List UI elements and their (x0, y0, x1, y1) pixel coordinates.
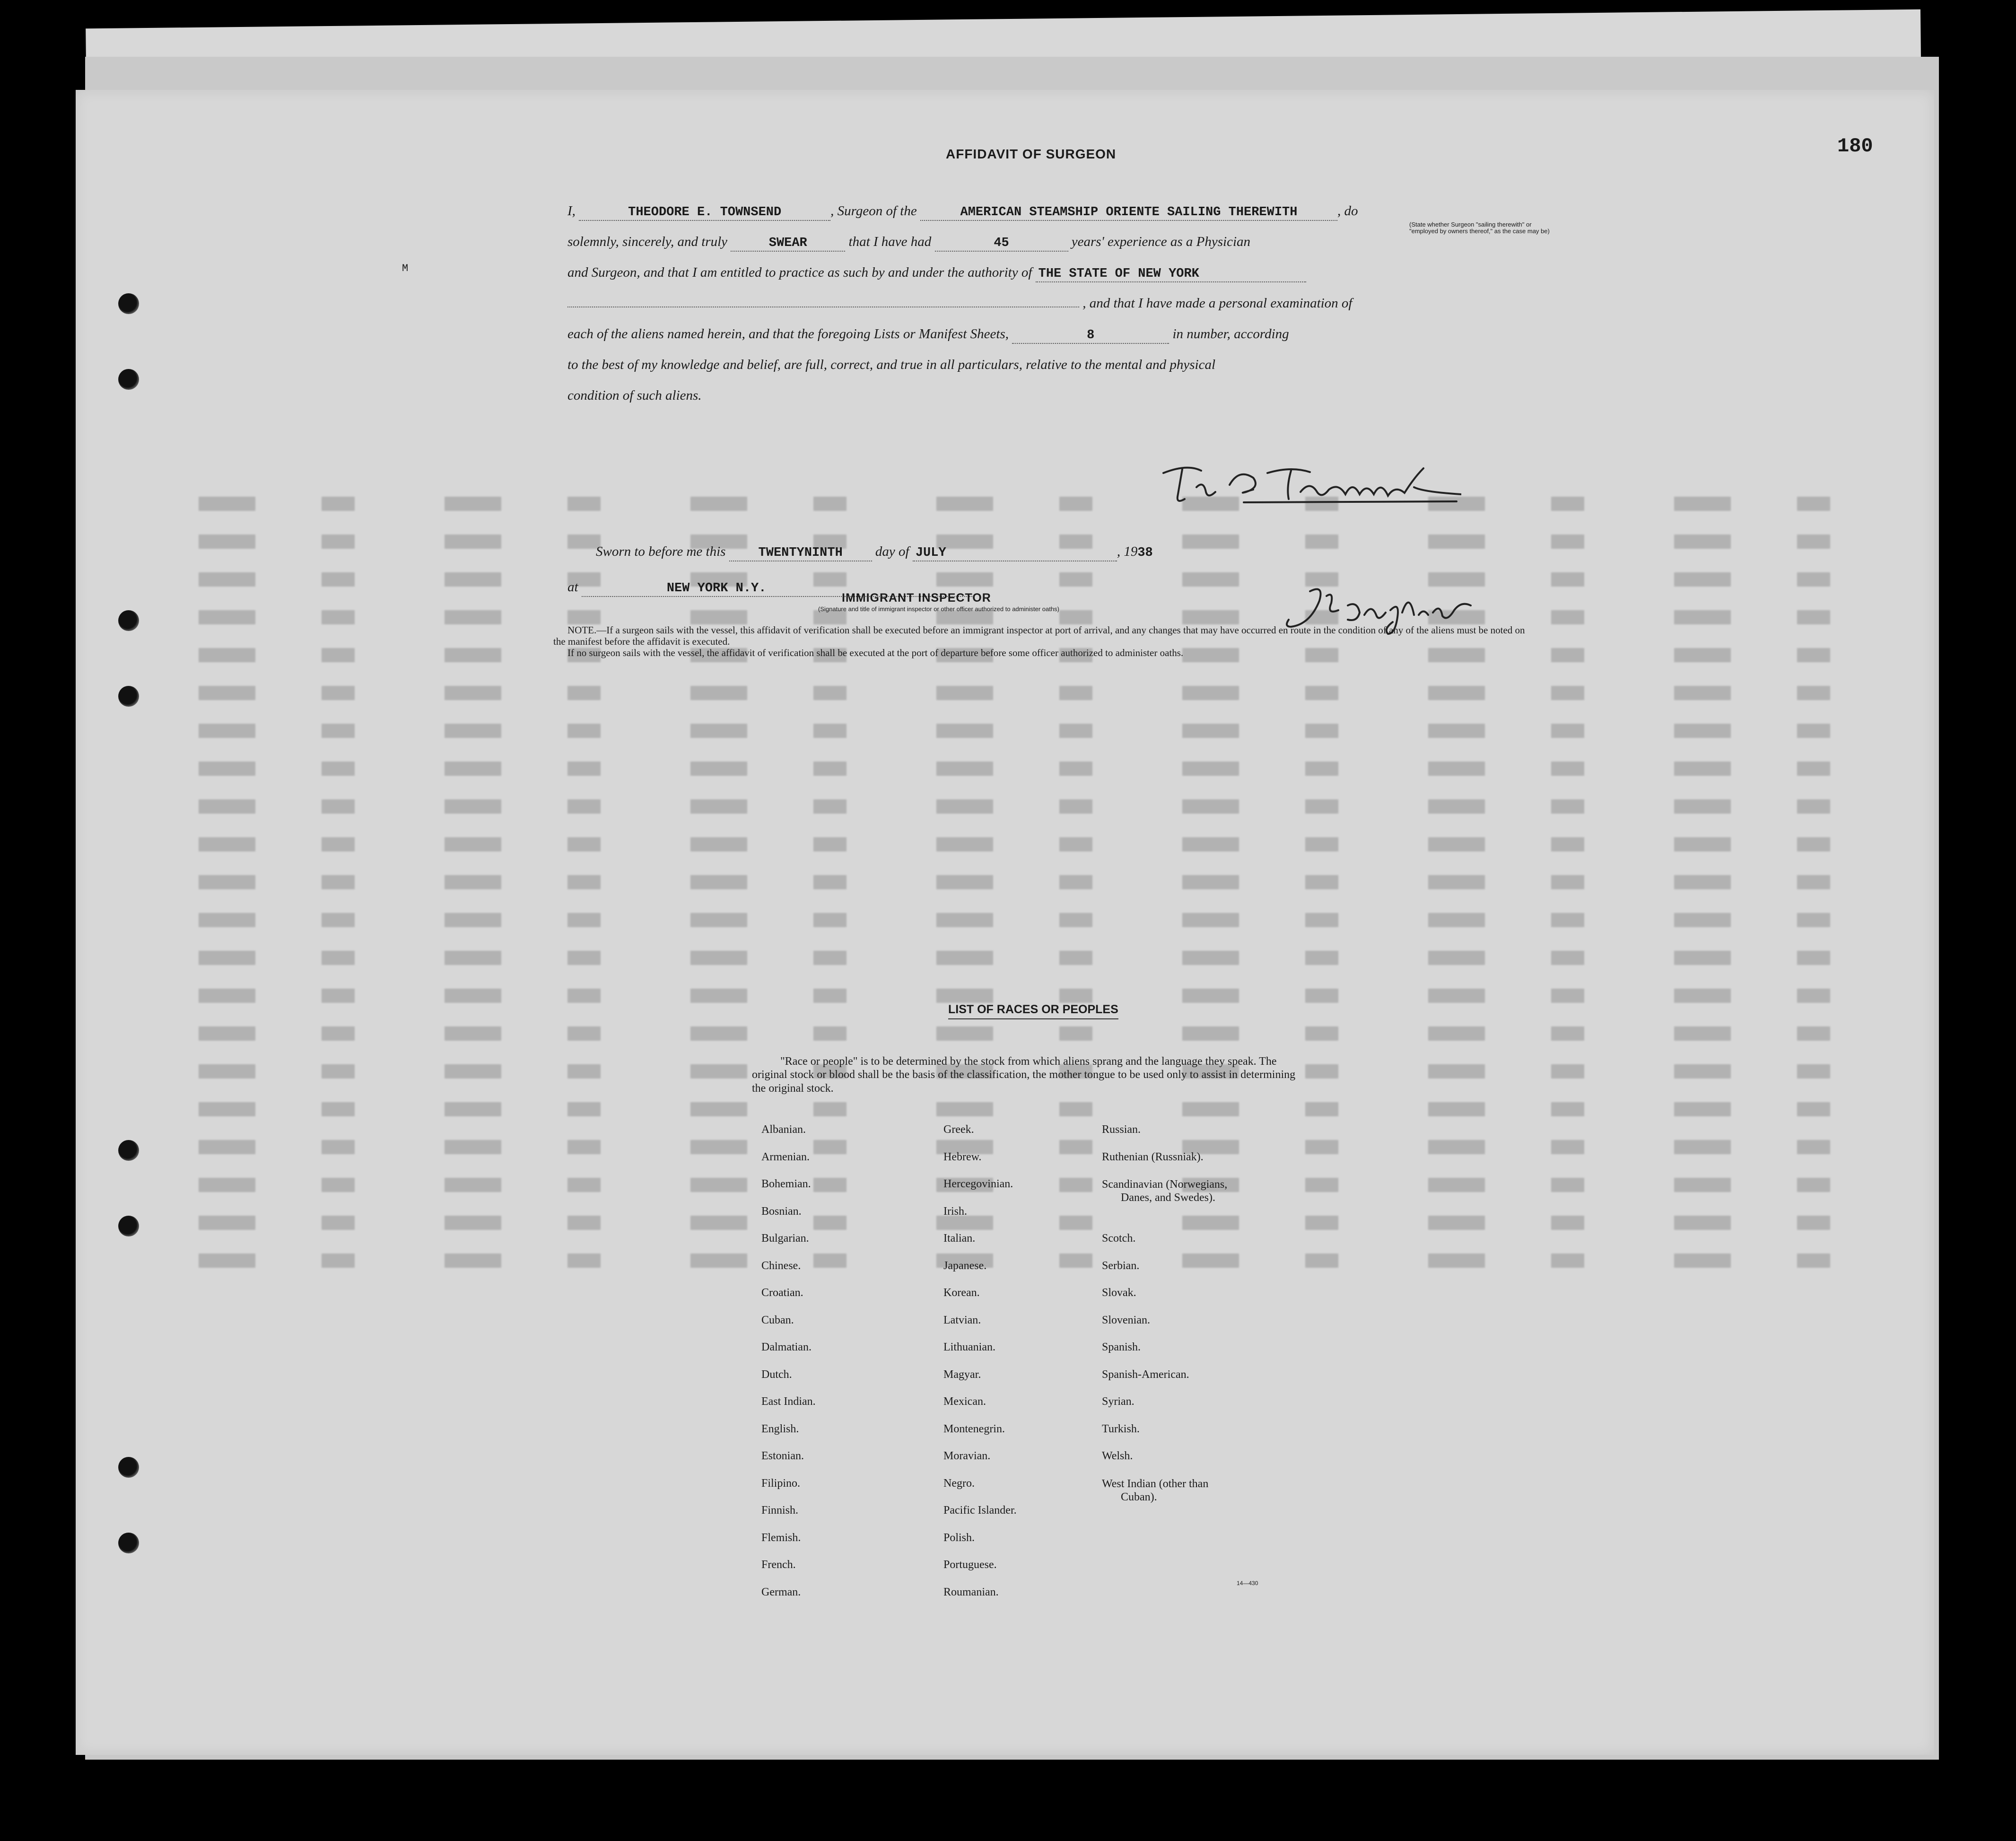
text: Sworn to before me this (596, 544, 726, 559)
text: in number, according (1172, 326, 1289, 342)
race-item: Chinese. (761, 1259, 801, 1272)
race-item: Moravian. (943, 1450, 991, 1462)
text: at (567, 579, 578, 595)
sworn-year-field: 38 (1137, 546, 1153, 560)
text: day of (875, 544, 909, 559)
race-item: French. (761, 1559, 796, 1571)
text: I, (567, 203, 576, 219)
document-page (76, 90, 1934, 1755)
race-item: Croatian. (761, 1287, 803, 1299)
affidavit-line-4 (567, 296, 1353, 311)
race-item: Slovenian. (1102, 1314, 1150, 1326)
race-item: Greek. (943, 1123, 974, 1136)
affidavit-line-7: condition of such aliens. (567, 388, 702, 403)
race-item: Dutch. (761, 1368, 792, 1381)
race-item: Danes, and Swedes). (1121, 1192, 1215, 1204)
race-item: Latvian. (943, 1314, 981, 1326)
race-item: Negro. (943, 1477, 975, 1490)
binder-hole (118, 1533, 139, 1553)
race-item: Albanian. (761, 1123, 806, 1136)
race-item: Japanese. (943, 1259, 987, 1272)
margin-mark: M (402, 263, 409, 274)
place-field: NEW YORK N.Y. (582, 582, 972, 597)
race-item: Korean. (943, 1287, 980, 1299)
sheets-field: 8 (1012, 329, 1169, 344)
race-item: Bohemian. (761, 1178, 811, 1190)
race-item: Polish. (943, 1531, 975, 1544)
text: that I have had (848, 234, 932, 249)
affidavit-title: AFFIDAVIT OF SURGEON (946, 147, 1117, 161)
inspector-subtitle: (Signature and title of immigrant inspector or other officer authorized to administer oaths) (818, 605, 1059, 613)
race-item: Syrian. (1102, 1395, 1135, 1408)
race-item: Pacific Islander. (943, 1504, 1017, 1517)
race-item: Mexican. (943, 1395, 986, 1408)
sworn-line (596, 544, 1153, 561)
races-description: "Race or people" is to be determined by the stock from which aliens sprang and the language they speak. The original stock or blood shall be the basis of the classification, the mother tongue to be used only to assist in determining the original stock. (752, 1055, 1296, 1095)
race-item: Armenian. (761, 1150, 810, 1163)
race-item: Serbian. (1102, 1259, 1140, 1272)
race-item: Spanish. (1102, 1341, 1141, 1353)
race-item: West Indian (other than (1102, 1477, 1209, 1490)
sworn-month-field: JULY (913, 546, 1117, 561)
vessel-field: AMERICAN STEAMSHIP ORIENTE SAILING THEREWITH (920, 206, 1337, 221)
race-item: Bosnian. (761, 1205, 802, 1218)
race-item: Magyar. (943, 1368, 981, 1381)
note-paragraph-1: NOTE.—If a surgeon sails with the vessel, this affidavit of verification shall be executed before an immigrant inspector at port of arrival, and any changes that may have occurred en route in the condition of any of the aliens must be noted on the manifest before the affidavit is executed. (553, 624, 1525, 648)
inspector-title: IMMIGRANT INSPECTOR (842, 591, 991, 605)
affidavit-line-2 (567, 234, 1250, 252)
text: solemnly, sincerely, and truly (567, 234, 728, 249)
race-item: Cuban. (761, 1314, 794, 1326)
race-item: Flemish. (761, 1531, 801, 1544)
surgeon-signature (1159, 459, 1461, 511)
binder-hole (118, 1216, 139, 1236)
binder-hole (118, 293, 139, 314)
race-item: Estonian. (761, 1450, 804, 1462)
affidavit-line-3 (567, 265, 1306, 282)
vessel-note: (State whether Surgeon "sailing therewith" or "employed by owners thereof," as the case may be) (1409, 221, 1550, 235)
races-column-3 (1102, 1116, 1227, 1504)
race-item: English. (761, 1422, 799, 1435)
text: , and that I have made a personal examination of (1082, 296, 1353, 311)
race-item: Bulgarian. (761, 1232, 809, 1245)
race-item: Finnish. (761, 1504, 799, 1517)
race-item: Portuguese. (943, 1559, 997, 1571)
race-item: Filipino. (761, 1477, 801, 1490)
text: , do (1337, 203, 1358, 219)
race-item: Hercegovinian. (943, 1178, 1013, 1190)
race-item: Roumanian. (943, 1586, 999, 1598)
race-item: Montenegrin. (943, 1422, 1005, 1435)
text: , Surgeon of the (830, 203, 917, 219)
race-item: Spanish-American. (1102, 1368, 1189, 1381)
race-item: Italian. (943, 1232, 976, 1245)
authority-field: THE STATE OF NEW YORK (1036, 267, 1306, 282)
affidavit-line-5 (567, 326, 1289, 344)
affidavit-line-6: to the best of my knowledge and belief, are full, correct, and true in all particulars, relative to the mental and physical (567, 357, 1216, 372)
race-item: Welsh. (1102, 1450, 1133, 1462)
years-field: 45 (935, 237, 1068, 252)
oath-field: SWEAR (731, 237, 845, 252)
race-item: Hebrew. (943, 1150, 982, 1163)
affidavit-note (553, 624, 1537, 658)
text: each of the aliens named herein, and that the foregoing Lists or Manifest Sheets, (567, 326, 1009, 342)
note-paragraph-2: If no surgeon sails with the vessel, the affidavit of verification shall be executed at the port of departure before some officer authorized to administer oaths. (567, 647, 1184, 659)
race-item: Irish. (943, 1205, 967, 1218)
race-item: Lithuanian. (943, 1341, 995, 1353)
races-column-1 (761, 1116, 816, 1606)
race-item: Russian. (1102, 1123, 1141, 1136)
race-item: German. (761, 1586, 801, 1598)
race-item: East Indian. (761, 1395, 816, 1408)
page-number: 180 (1837, 135, 1873, 158)
binder-hole (118, 1457, 139, 1478)
race-item: Dalmatian. (761, 1341, 812, 1353)
text: , 19 (1117, 544, 1138, 559)
binder-hole (118, 369, 139, 390)
race-item: Slovak. (1102, 1287, 1136, 1299)
races-title: LIST OF RACES OR PEOPLES (948, 1003, 1118, 1019)
text: and Surgeon, and that I am entitled to practice as such by and under the authority of (567, 265, 1032, 280)
race-item: Scotch. (1102, 1232, 1136, 1245)
form-code: 14—430 (1237, 1580, 1258, 1587)
race-item: Ruthenian (Russniak). (1102, 1150, 1204, 1163)
race-item: Cuban). (1121, 1490, 1157, 1503)
binder-hole (118, 686, 139, 707)
race-item: Scandinavian (Norwegians, (1102, 1178, 1228, 1191)
surgeon-name-field: THEODORE E. TOWNSEND (579, 206, 830, 221)
binder-hole (118, 610, 139, 631)
binder-hole (118, 1140, 139, 1161)
races-column-2 (943, 1116, 1017, 1606)
race-item: Turkish. (1102, 1422, 1140, 1435)
affidavit-line-1 (567, 203, 1358, 221)
sworn-day-field: TWENTYNINTH (729, 546, 872, 561)
text: years' experience as a Physician (1071, 234, 1251, 249)
